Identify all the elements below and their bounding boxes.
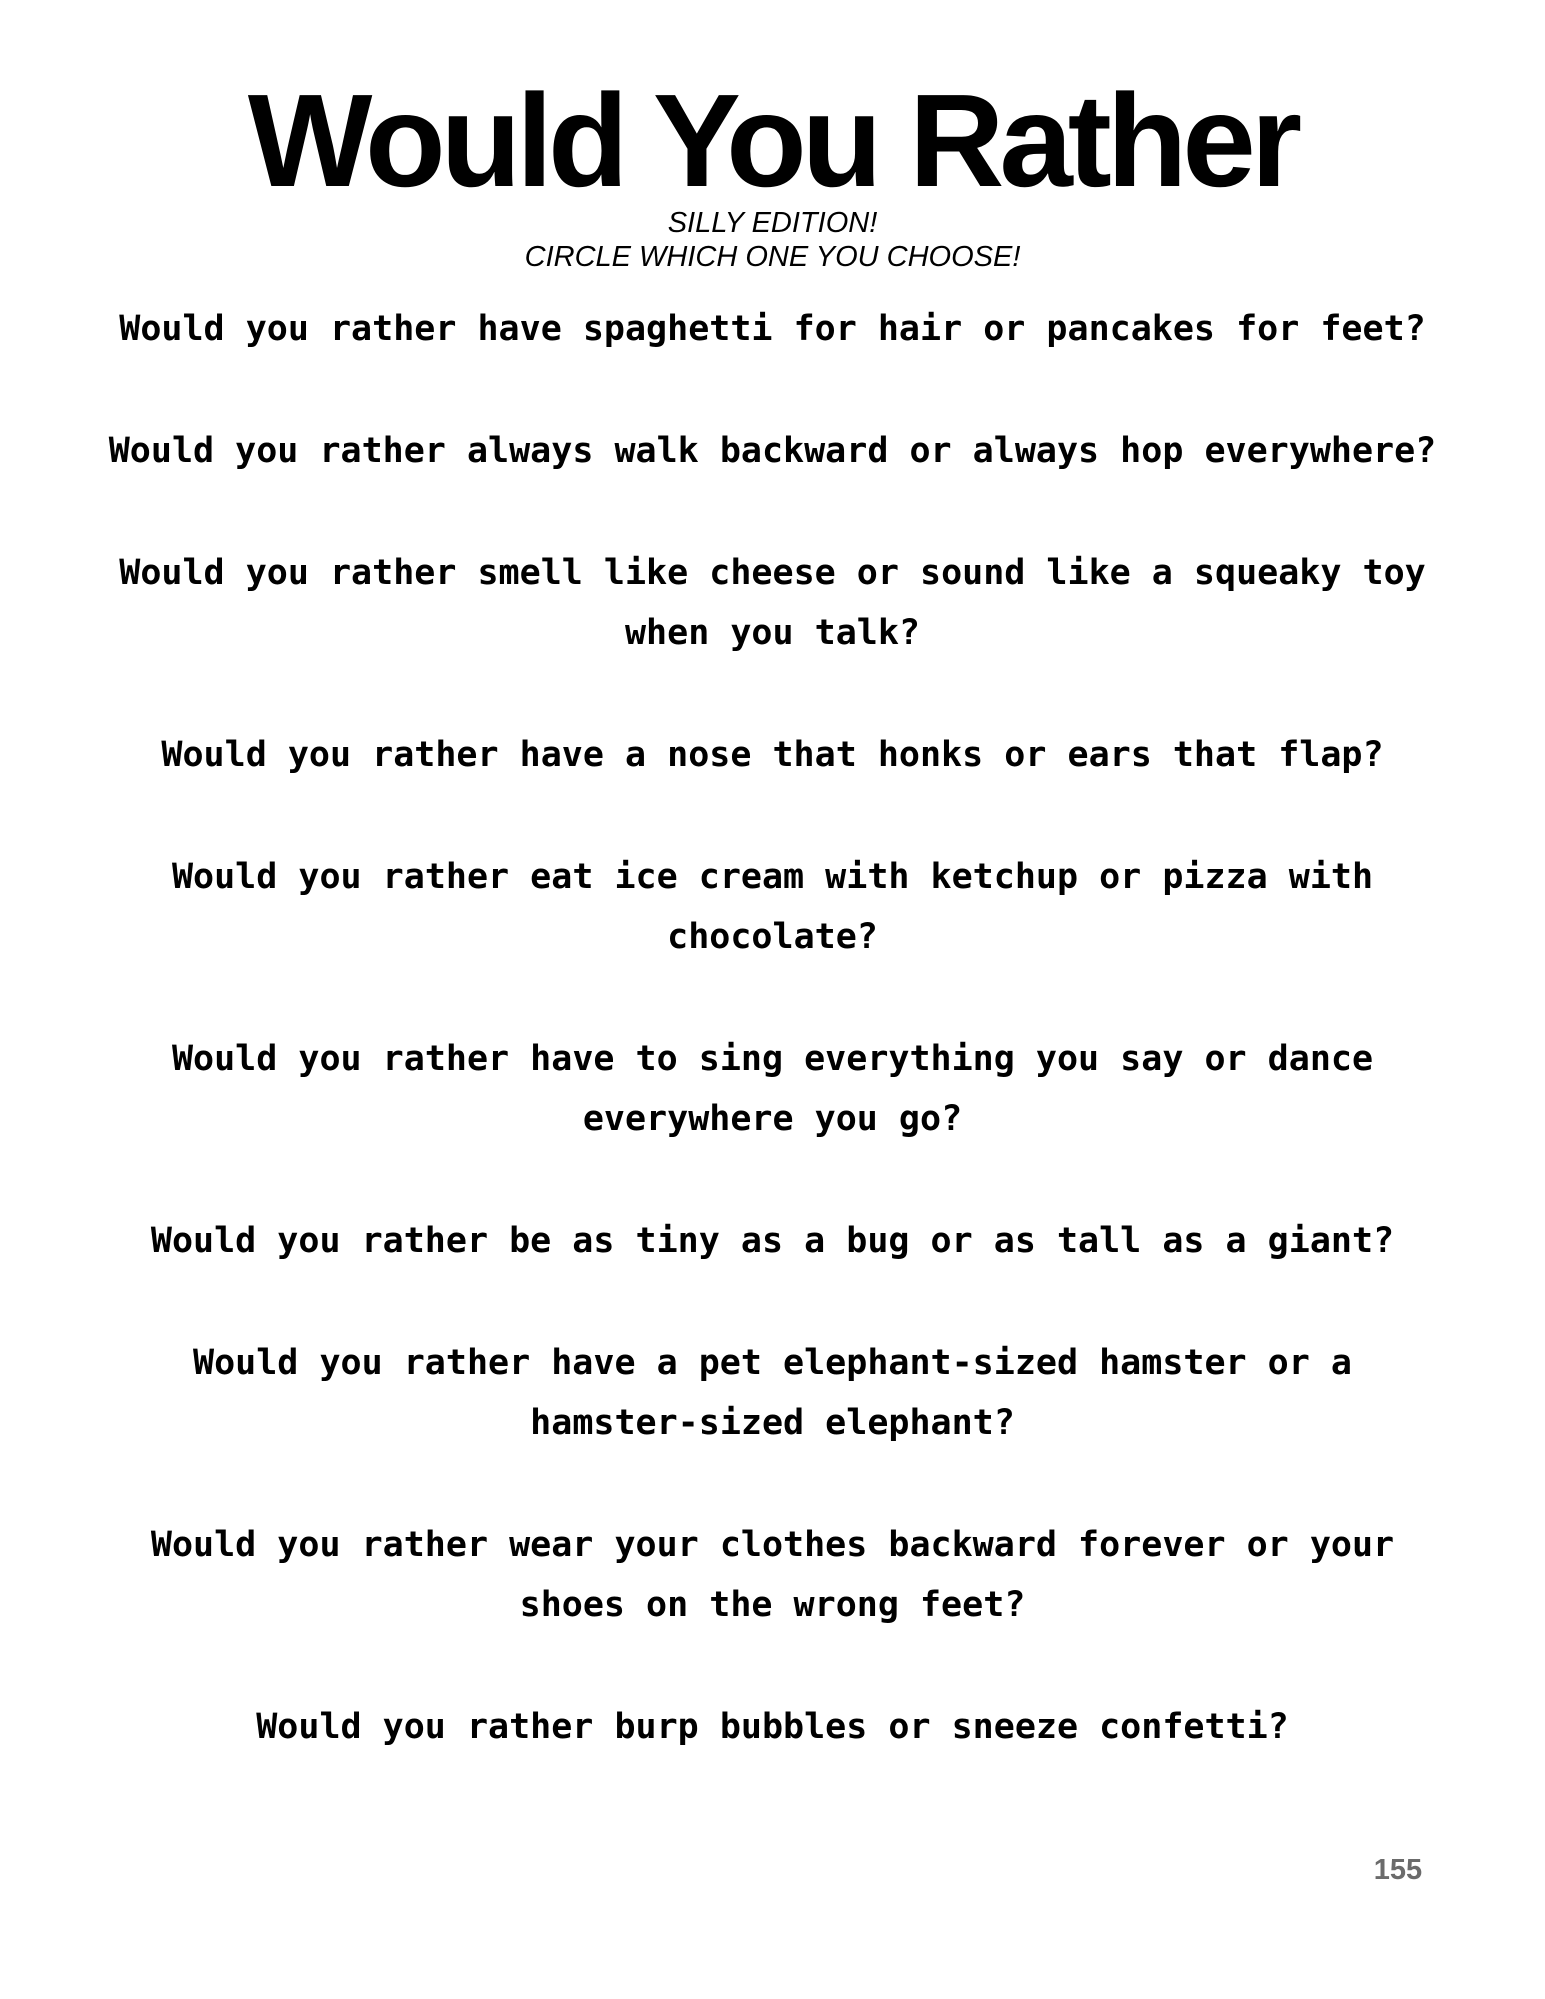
question-item[interactable]: Would you rather be as tiny as a bug or as tall as a giant? (150, 1221, 1395, 1261)
subtitle-instruction: CIRCLE WHICH ONE YOU CHOOSE! (524, 241, 1021, 273)
question-item[interactable]: Would you rather smell like cheese or sound like a squeaky toy when you talk? (119, 553, 1426, 653)
question-list (100, 299, 1445, 1819)
question-item[interactable]: Would you rather have a pet elephant-sized hamster or a hamster-sized elephant? (193, 1343, 1352, 1443)
question-item[interactable]: Would you rather always walk backward or always hop everywhere? (108, 431, 1437, 471)
page-title: Would You Rather (247, 67, 1298, 214)
question-item[interactable]: Would you rather have a nose that honks or ears that flap? (161, 735, 1384, 775)
question-item[interactable]: Would you rather burp bubbles or sneeze confetti? (256, 1707, 1289, 1747)
page-number: 155 (1373, 1854, 1423, 1886)
subtitle-edition: SILLY EDITION! (667, 207, 878, 239)
question-item[interactable]: Would you rather have to sing everything you say or dance everywhere you go? (171, 1039, 1374, 1139)
question-item[interactable]: Would you rather have spaghetti for hair or pancakes for feet? (119, 309, 1426, 349)
question-item[interactable]: Would you rather eat ice cream with ketchup or pizza with chocolate? (171, 857, 1374, 957)
question-item[interactable]: Would you rather wear your clothes backward forever or your shoes on the wrong feet? (150, 1525, 1395, 1625)
